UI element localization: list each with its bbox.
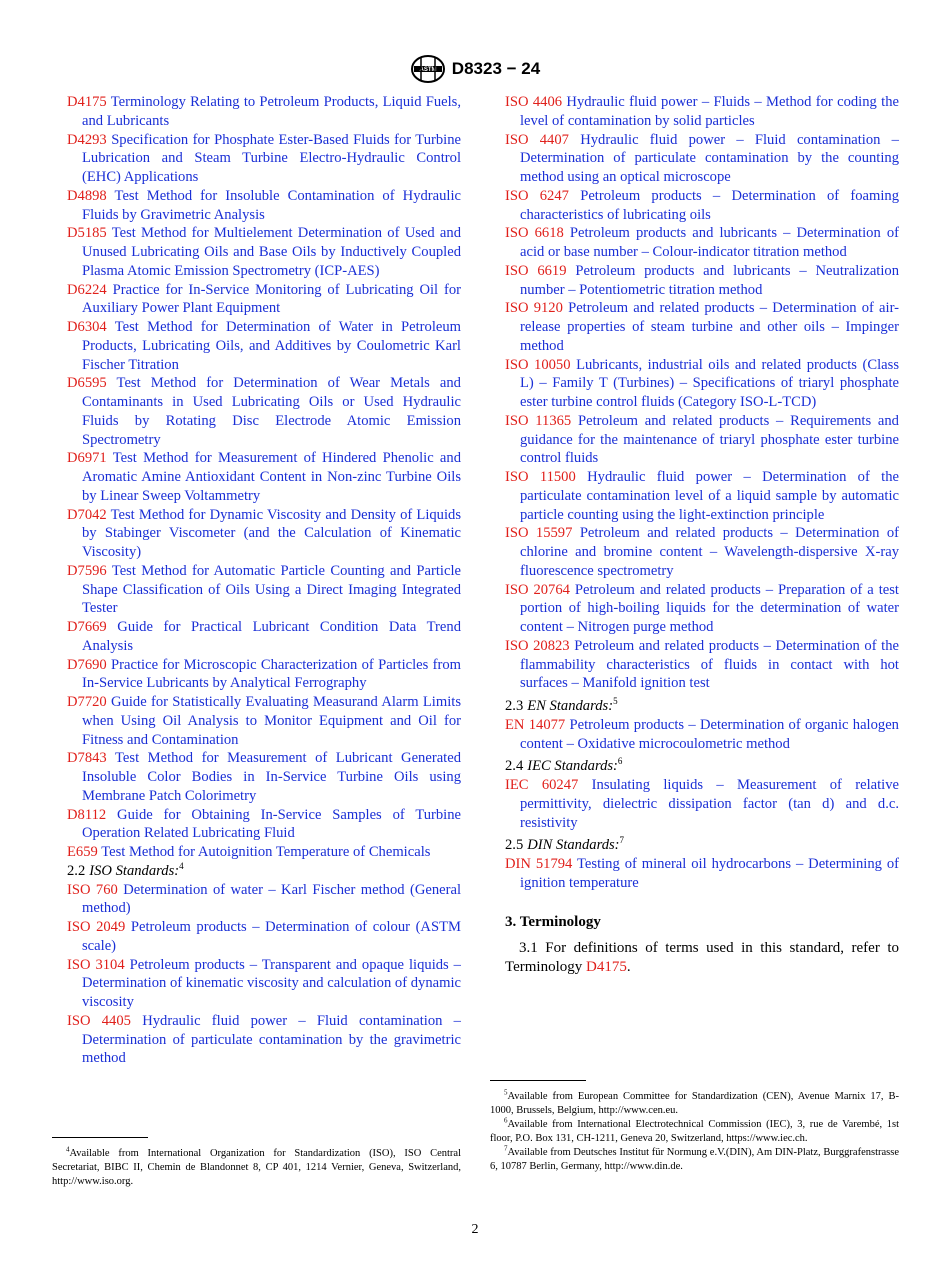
reference-title-link[interactable]: Petroleum and related products – Determination of the flammability characteristics of fluids in contact with hot surfaces – Manifold ignition test xyxy=(520,637,899,692)
reference-item xyxy=(505,93,899,131)
footnote: $^5$Available from European Committee for Standardization (CEN), Avenue Marnix 17, B-1000, Brussels, Belgium, http://www.cen.eu. xyxy=(490,1088,899,1116)
reference-item xyxy=(505,187,899,225)
reference-item xyxy=(67,562,461,618)
reference-item xyxy=(67,374,461,449)
reference-code-link[interactable]: ISO 11500 xyxy=(505,469,576,485)
reference-code-link[interactable]: ISO 4406 xyxy=(505,94,563,110)
reference-item xyxy=(505,776,899,832)
reference-code-link[interactable]: ISO 4405 xyxy=(67,1012,131,1029)
reference-title-link[interactable]: Petroleum products – Transparent and opaque liquids – Determination of kinematic viscosity and calculation of dynamic viscosity xyxy=(82,956,461,1010)
footnote: $^7$Available from Deutsches Institut für Normung e.V.(DIN), Am DIN-Platz, Burggrafenstrasse 6, 10787 Berlin, Germany, http://www.din.de. xyxy=(490,1144,899,1172)
reference-title-link[interactable]: Test Method for Autoignition Temperature of Chemicals xyxy=(101,844,431,860)
svg-text:ASTM: ASTM xyxy=(419,67,437,74)
reference-code-link[interactable]: IEC 60247 xyxy=(505,777,579,793)
reference-item xyxy=(67,918,461,956)
reference-item xyxy=(505,468,899,524)
reference-title-link[interactable]: Petroleum and related products – Preparation of a test portion of high-boiling liquids for the determination of water content – Nitrogen purge method xyxy=(520,581,899,635)
reference-item xyxy=(505,224,899,262)
reference-code-link[interactable]: ISO 6618 xyxy=(505,225,564,242)
section-2-3: 2.3 EN Standards:$^5$ xyxy=(505,696,618,714)
page-number: 2 xyxy=(471,1222,479,1237)
reference-code-link[interactable]: D7843 xyxy=(67,750,107,767)
reference-title-link[interactable]: Terminology Relating to Petroleum Products, Liquid Fuels, and Lubricants xyxy=(82,94,462,129)
reference-item xyxy=(67,449,461,505)
reference-title-link[interactable]: Test Method for Multielement Determination of Used and Unused Lubricating Oils and Base Oils by Inductively Coupled Plasma Atomic Emission Spectrometry (ICP-AES) xyxy=(82,225,461,279)
reference-title-link[interactable]: Petroleum products – Determination of colour (ASTM scale) xyxy=(82,919,461,954)
left-column xyxy=(67,93,461,1068)
section-2-4: 2.4 IEC Standards:$^6$ xyxy=(505,756,623,775)
reference-title-link[interactable]: Guide for Statistically Evaluating Measurand Alarm Limits when Using Oil Analysis to Monitor Equipment and Oil for Fitness and Contamination xyxy=(82,694,461,748)
reference-code-link[interactable]: D7720 xyxy=(67,694,107,710)
astm-logo-icon xyxy=(410,54,446,84)
right-column xyxy=(505,93,899,977)
reference-title-link[interactable]: Test Method for Dynamic Viscosity and Density of Liquids by Stabinger Viscometer (and the Calculation of Kinematic Viscosity) xyxy=(82,506,461,560)
en-standards-list xyxy=(505,716,899,754)
reference-code-link[interactable]: D4898 xyxy=(67,187,107,204)
footnote-rule-right xyxy=(490,1080,586,1081)
reference-item xyxy=(67,806,461,844)
reference-code-link[interactable]: D4293 xyxy=(67,131,107,148)
reference-item xyxy=(67,843,461,862)
reference-code-link[interactable]: D7669 xyxy=(67,619,107,635)
reference-code-link[interactable]: ISO 2049 xyxy=(67,919,126,935)
reference-title-link[interactable]: Test Method for Insoluble Contamination of Hydraulic Fluids by Gravimetric Analysis xyxy=(82,187,462,223)
reference-code-link[interactable]: ISO 760 xyxy=(67,881,118,898)
reference-item xyxy=(505,299,899,355)
reference-code-link[interactable]: ISO 4407 xyxy=(505,131,569,148)
reference-item xyxy=(67,1012,461,1068)
reference-item xyxy=(67,93,461,131)
reference-code-link[interactable]: D8112 xyxy=(67,806,107,823)
iec-standards-list xyxy=(505,776,899,832)
reference-title-link[interactable]: Lubricants, industrial oils and related products (Class L) – Family T (Turbines) – Specifications of triaryl phosphate ester turbine control fluids (Category ISO-L-TCD) xyxy=(520,356,899,410)
reference-code-link[interactable]: D6224 xyxy=(67,281,107,298)
document-designation: D8323 − 24 xyxy=(451,59,541,78)
reference-code-link[interactable]: E659 xyxy=(67,844,98,860)
reference-item xyxy=(67,131,461,187)
reference-title-link[interactable]: Petroleum products and lubricants – Determination of acid or base number – Colour-indicator titration method xyxy=(520,225,900,260)
reference-title-link[interactable]: Test Method for Determination of Water in Petroleum Products, Lubricating Oils, and Additives by Coulometric Karl Fischer Titration xyxy=(82,319,462,373)
reference-title-link[interactable]: Test Method for Measurement of Lubricant Generated Insoluble Color Bodies in In-Service Turbine Oils using Membrane Patch Colorimetry xyxy=(82,750,461,804)
iso-standards-list xyxy=(67,881,461,1069)
section-2-2: 2.2 ISO Standards:$^4$ xyxy=(67,860,184,879)
reference-title-link[interactable]: Insulating liquids – Measurement of relative permittivity, dielectric dissipation factor (tan d) and d.c. resistivity xyxy=(520,777,899,831)
reference-title-link[interactable]: Determination of water – Karl Fischer method (General method) xyxy=(82,881,461,917)
reference-title-link[interactable]: Test Method for Measurement of Hindered Phenolic and Aromatic Amine Antioxidant Content in Non-zinc Turbine Oils by Linear Sweep Voltammetry xyxy=(82,450,461,504)
reference-title-link[interactable]: Guide for Obtaining In-Service Samples of Turbine Operation Related Lubricating Fluid xyxy=(82,806,461,842)
reference-item xyxy=(67,881,461,919)
reference-title-link[interactable]: Hydraulic fluid power – Fluid contamination – Determination of particulate contamination by the counting method using an optical microscope xyxy=(520,131,899,185)
reference-code-link[interactable]: EN 14077 xyxy=(505,716,566,733)
footnotes-left xyxy=(52,1147,461,1189)
footnote-rule-left xyxy=(52,1137,148,1138)
reference-item xyxy=(505,262,899,300)
reference-code-link[interactable]: D7596 xyxy=(67,562,107,579)
section-2-5: 2.5 DIN Standards:$^7$ xyxy=(505,835,625,854)
reference-code-link[interactable]: ISO 6619 xyxy=(505,262,567,279)
reference-item xyxy=(67,693,461,749)
reference-item xyxy=(505,356,899,412)
reference-item xyxy=(67,749,461,805)
reference-title-link[interactable]: Guide for Practical Lubricant Condition Data Trend Analysis xyxy=(82,619,461,654)
reference-title-link[interactable]: Practice for In-Service Monitoring of Lubricating Oil for Auxiliary Power Plant Equipment xyxy=(82,281,461,317)
footnotes-right xyxy=(490,1090,899,1174)
page-header xyxy=(0,52,950,86)
reference-title-link[interactable]: Specification for Phosphate Ester-Based Fluids for Turbine Lubrication and Steam Turbine Electro-Hydraulic Control (EHC) Applications xyxy=(82,131,461,185)
reference-item xyxy=(67,318,461,374)
reference-code-link[interactable]: D6971 xyxy=(67,450,107,467)
reference-code-link[interactable]: ISO 6247 xyxy=(505,187,569,204)
referenced-documents-list xyxy=(67,93,461,862)
reference-title-link[interactable]: Petroleum products – Determination of organic halogen content – Oxidative microcoulometric method xyxy=(520,716,899,752)
reference-code-link[interactable]: ISO 9120 xyxy=(505,300,563,317)
reference-code-link[interactable]: D4175 xyxy=(67,94,107,110)
reference-title-link[interactable]: Petroleum and related products – Determination of air-release properties of steam turbine and other oils – Impinger method xyxy=(520,300,900,354)
reference-code-link[interactable]: D6304 xyxy=(67,319,107,335)
terminology-heading: 3. Terminology xyxy=(505,913,601,930)
terminology-paragraph: 3.1 For definitions of terms used in this standard, refer to Terminology D4175. xyxy=(505,940,899,976)
reference-code-link[interactable]: ISO 15597 xyxy=(505,525,573,542)
reference-code-link[interactable]: ISO 11365 xyxy=(505,412,572,429)
iso-standards-list-continued xyxy=(505,93,899,693)
reference-code-link[interactable]: ISO 20764 xyxy=(505,581,570,598)
terminology-link[interactable]: D4175 xyxy=(586,959,627,976)
reference-item xyxy=(505,412,899,468)
reference-code-link[interactable]: D7690 xyxy=(67,656,107,673)
reference-title-link[interactable]: Testing of mineral oil hydrocarbons – Determining of ignition temperature xyxy=(520,856,899,891)
reference-code-link[interactable]: ISO 10050 xyxy=(505,356,571,373)
reference-item xyxy=(505,855,899,893)
reference-title-link[interactable]: Petroleum and related products – Determination of chlorine and bromine content – Wavelength-dispersive X-ray fluorescence spectrometry xyxy=(520,525,899,579)
reference-title-link[interactable]: Test Method for Determination of Wear Metals and Contaminants in Used Lubricating Oils or Used Hydraulic Fluids by Rotating Disc Electrode Atomic Emission Spectrometry xyxy=(82,375,461,448)
reference-code-link[interactable]: D7042 xyxy=(67,506,107,523)
reference-title-link[interactable]: Test Method for Automatic Particle Counting and Particle Shape Classification of Oils Using a Direct Imaging Integrated Tester xyxy=(82,562,461,617)
footnote: $^4$Available from International Organization for Standardization (ISO), ISO Central Secretariat, BIBC II, Chemin de Blandonnet 8, CP 401, 1214 Vernier, Geneva, Switzerland, http://www.iso.org. xyxy=(52,1145,461,1187)
reference-item xyxy=(67,281,461,319)
reference-item xyxy=(505,131,899,187)
reference-code-link[interactable]: ISO 20823 xyxy=(505,637,570,654)
reference-item xyxy=(67,187,461,225)
reference-title-link[interactable]: Hydraulic fluid power – Fluids – Method for coding the level of contamination by solid particles xyxy=(520,94,900,129)
reference-item xyxy=(505,581,899,637)
reference-code-link[interactable]: D6595 xyxy=(67,375,107,392)
reference-title-link[interactable]: Petroleum and related products – Requirements and guidance for the maintenance of triaryl phosphate ester turbine control fluids xyxy=(520,412,899,467)
footnote: $^6$Available from International Electrotechnical Commission (IEC), 3, rue de Varembé, 1st floor, P.O. Box 131, CH-1211, Geneva 20, Switzerland, https://www.iec.ch. xyxy=(490,1116,899,1144)
reference-code-link[interactable]: D5185 xyxy=(67,225,107,242)
reference-title-link[interactable]: Petroleum products and lubricants – Neutralization number – Potentiometric titration method xyxy=(520,262,899,298)
reference-item xyxy=(67,656,461,694)
reference-item xyxy=(67,506,461,562)
reference-item xyxy=(505,524,899,580)
reference-item xyxy=(67,956,461,1012)
din-standards-list xyxy=(505,855,899,893)
reference-item xyxy=(67,618,461,656)
reference-item xyxy=(67,224,461,280)
reference-title-link[interactable]: Petroleum products – Determination of foaming characteristics of lubricating oils xyxy=(520,187,900,223)
reference-title-link[interactable]: Hydraulic fluid power – Fluid contamination – Determination of particulate contamination by the gravimetric method xyxy=(82,1012,461,1067)
reference-title-link[interactable]: Hydraulic fluid power – Determination of the particulate contamination level of a liquid sample by automatic particle counting using the light-extinction principle xyxy=(520,469,899,523)
reference-item xyxy=(505,716,899,754)
reference-title-link[interactable]: Practice for Microscopic Characterization of Particles from In-Service Lubricants by Analytical Ferrography xyxy=(82,656,461,692)
reference-item xyxy=(505,637,899,693)
reference-code-link[interactable]: ISO 3104 xyxy=(67,956,125,973)
reference-code-link[interactable]: DIN 51794 xyxy=(505,856,573,872)
